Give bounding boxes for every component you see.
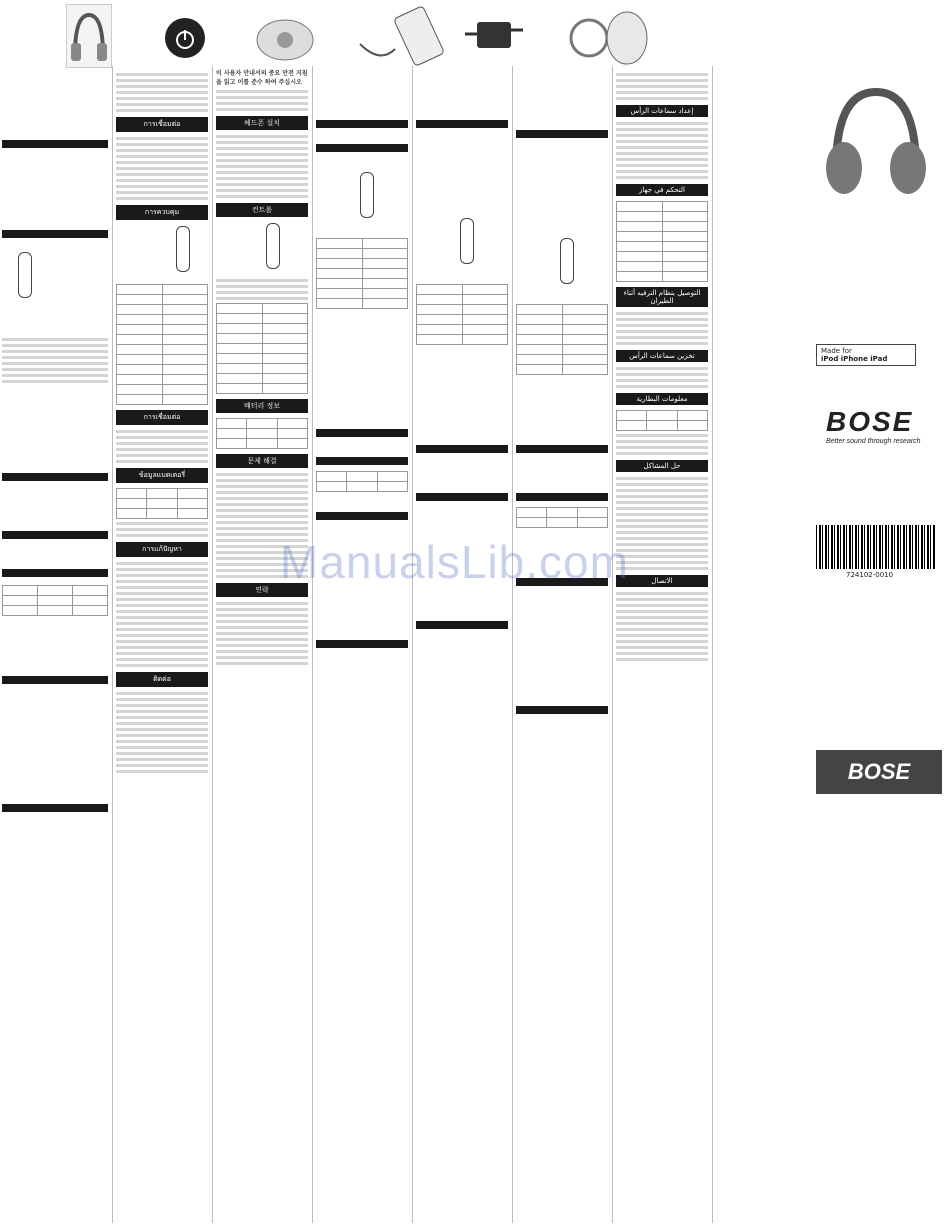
- column-4: [316, 70, 408, 1221]
- remote-control-illustration: [266, 223, 280, 269]
- korean-contact-header: 연락: [216, 583, 308, 597]
- remote-control-illustration: [560, 238, 574, 284]
- korean-safety-heading: 이 사용자 안내서의 중요 안전 지침을 읽고 이를 준수 하여 주십시오: [216, 70, 308, 86]
- arabic-storage-header: تخزين سماعات الرأس: [616, 350, 708, 362]
- thai-section-header: การควบคุม: [116, 205, 208, 220]
- korean-controls-header: 컨트롤: [216, 203, 308, 217]
- thai-trouble-header: การแก้ปัญหา: [116, 542, 208, 557]
- remote-control-illustration: [18, 252, 32, 298]
- column-6: [516, 70, 608, 1221]
- smartphone-icon: [355, 4, 445, 66]
- arabic-contact-header: الاتصال: [616, 575, 708, 587]
- column-1: [2, 70, 108, 1221]
- arabic-controls-header: التحكم في جهاز: [616, 184, 708, 196]
- column-arabic: [616, 70, 708, 1221]
- thai-contact-header: ติดต่อ: [116, 672, 208, 687]
- watermark: ManualsLib.com: [280, 536, 629, 588]
- column-korean: [216, 70, 308, 1221]
- footer-bose-band: [816, 750, 942, 794]
- column-5: [416, 70, 508, 1221]
- cable-icon: [250, 4, 320, 66]
- power-icon: [160, 4, 210, 66]
- arabic-trouble-header: حل المشاكل: [616, 460, 708, 472]
- headphones-icon: [66, 4, 112, 68]
- arabic-setup-header: إعداد سماعات الرأس: [616, 105, 708, 117]
- thai-battery-header: ข้อมูลแบตเตอรี่: [116, 468, 208, 483]
- thai-section-header: การเชื่อมต่อ: [116, 410, 208, 425]
- bose-logo: BOSE: [826, 406, 914, 437]
- adapter-icon: [465, 4, 525, 66]
- korean-install-header: 헤드폰 설치: [216, 116, 308, 130]
- thai-section-header: การเชื่อมต่อ: [116, 117, 208, 132]
- korean-battery-header: 배터리 정보: [216, 399, 308, 413]
- bose-tagline: Better sound through research: [826, 438, 921, 445]
- remote-control-illustration: [176, 226, 190, 272]
- made-for-badge: Made for iPod iPhone iPad: [816, 344, 916, 366]
- barcode: [816, 525, 936, 569]
- cover-panel: [716, 70, 946, 1221]
- made-for-devices: iPod iPhone iPad: [821, 355, 888, 363]
- headphones-case-icon: [565, 4, 655, 66]
- footer-bose-logo: BOSE: [847, 759, 911, 784]
- remote-control-illustration: [460, 218, 474, 264]
- arabic-battery-header: معلومات البطارية: [616, 393, 708, 405]
- remote-control-illustration: [360, 172, 374, 218]
- barcode-number: 724102-0010: [846, 571, 894, 579]
- column-thai: [116, 70, 208, 1221]
- korean-trouble-header: 문제 해결: [216, 454, 308, 468]
- product-headphones-image: [816, 80, 946, 204]
- arabic-flight-header: التوصيل بنظام الترفيه أثناء الطيران: [616, 287, 708, 307]
